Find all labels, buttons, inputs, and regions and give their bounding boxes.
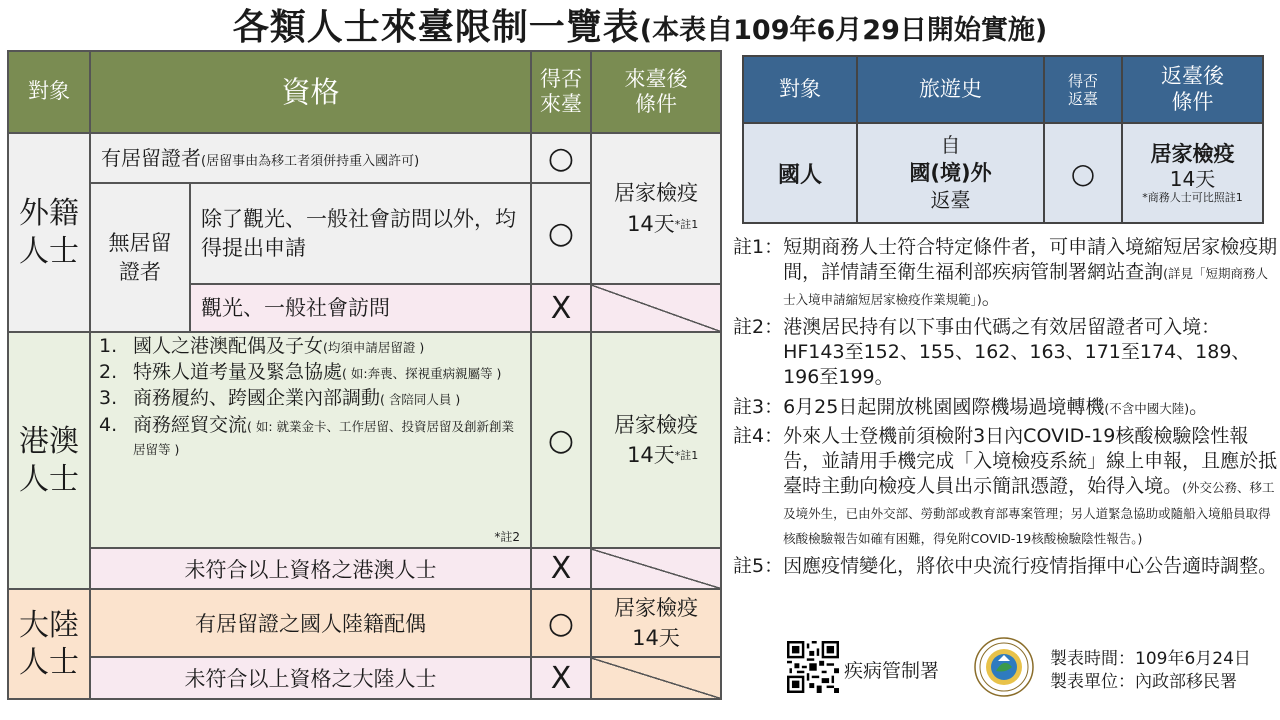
empty-slash-cell bbox=[591, 284, 721, 332]
note-2: 註2： 港澳居民持有以下事由代碼之有效居留證者可入境：HF143至152、155、162、163、171至174、189、196至199。 bbox=[733, 315, 1251, 389]
note-ref-2: *註2 bbox=[494, 530, 520, 544]
foreign-resident-cell: 有居留證者(居留事由為移工者須併持重入國許可) bbox=[90, 133, 531, 183]
note-1: 註1： 短期商務人士符合特定條件者，可申請入境縮短居家檢疫期間，詳情請至衛生福利部疾病管制署網站查詢(詳見「短期商務人士入境申請縮短居家檢疫作業規範」)。 bbox=[733, 236, 1278, 309]
list-item: 4. 商務經貿交流( 如: 就業金卡、工作居留、投資居留及創新創業居留等 ) bbox=[99, 413, 515, 457]
empty-slash-cell bbox=[591, 548, 721, 589]
cdc-agency-label: 疾病管制署 bbox=[844, 660, 940, 682]
citizen-target: 國人 bbox=[743, 123, 857, 223]
allowed-mark: ○ bbox=[531, 133, 591, 183]
group-mainland: 大陸 人士 bbox=[8, 589, 90, 699]
list-item: 3. 商務履約、跨國企業內部調動( 含陪同人員 ) bbox=[99, 387, 461, 410]
note-5: 註5： 因應疫情變化，將依中央流行疫情指揮中心公告適時調整。 bbox=[733, 555, 1278, 578]
made-unit: 製表單位：內政部移民署 bbox=[1050, 671, 1237, 692]
citizen-return-table bbox=[742, 55, 1264, 224]
table-row bbox=[8, 548, 721, 589]
foreign-nonresident-except: 除了觀光、一般社會訪問以外，均得提出申請 bbox=[190, 183, 531, 284]
hk-other-cell: 未符合以上資格之港澳人士 bbox=[90, 548, 531, 589]
hk-condition: 居家檢疫 14天$^{*註1}$ bbox=[591, 332, 721, 548]
note-4: 註4： 外來人士登機前須檢附3日內COVID-19核酸檢驗陰性報告，並請用手機完成「入境檢疫系統」線上申報，且應於抵臺時主動向檢疫人員出示簡訊憑證，始得入境。(外交公務、移工及境外生，已由外交部、勞動部或教育部專案管理；另人道緊急協助或隨船入境船員取得核酸檢驗報告如確有困難，得免附COVID-19核酸檢驗陰性報告。) bbox=[733, 424, 1278, 546]
made-time: 製表時間：109年6月24日 bbox=[1050, 649, 1251, 669]
note-3: 註3： 6月25日起開放桃園國際機場過境轉機(不含中國大陸)。 bbox=[733, 395, 1209, 418]
mainland-other-cell: 未符合以上資格之大陸人士 bbox=[90, 657, 531, 699]
foreign-nonresident-label: 無居留 證者 bbox=[90, 183, 190, 332]
header-condition: 來臺後 條件 bbox=[591, 51, 721, 133]
production-info bbox=[1050, 648, 1251, 693]
header-travel-history: 旅遊史 bbox=[857, 56, 1044, 123]
header-qualification: 資格 bbox=[90, 51, 531, 133]
allowed-mark: ○ bbox=[1044, 123, 1122, 223]
table-row bbox=[8, 657, 721, 699]
title-main: 各類人士來臺限制一覽表 bbox=[232, 7, 640, 48]
foreign-tourism-cell: 觀光、一般社會訪問 bbox=[190, 284, 531, 332]
header-allowed: 得否 返臺 bbox=[1044, 56, 1122, 123]
denied-mark: X bbox=[531, 284, 591, 332]
table-row bbox=[8, 332, 721, 548]
header-target: 對象 bbox=[743, 56, 857, 123]
allowed-mark: ○ bbox=[531, 183, 591, 284]
header-condition: 返臺後 條件 bbox=[1122, 56, 1263, 123]
table-header-row bbox=[743, 56, 1263, 123]
header-target: 對象 bbox=[8, 51, 90, 133]
notes-section bbox=[733, 235, 1278, 583]
denied-mark: X bbox=[531, 548, 591, 589]
foreign-condition: 居家檢疫 14天$^{*註1}$ bbox=[591, 133, 721, 284]
table-row bbox=[8, 589, 721, 657]
group-foreign: 外籍 人士 bbox=[8, 133, 90, 332]
entry-restriction-table bbox=[7, 50, 722, 700]
group-hk-macau: 港澳 人士 bbox=[8, 332, 90, 589]
table-row bbox=[743, 123, 1263, 223]
mainland-condition: 居家檢疫 14天 bbox=[591, 589, 721, 657]
immigration-agency-seal-icon bbox=[974, 637, 1034, 697]
list-item: 1. 國人之港澳配偶及子女(均須申請居留證 ) bbox=[99, 335, 425, 357]
header-allowed: 得否 來臺 bbox=[531, 51, 591, 133]
allowed-mark: ○ bbox=[531, 332, 591, 548]
denied-mark: X bbox=[531, 657, 591, 699]
citizen-travel-history: 自 國(境)外 返臺 bbox=[857, 123, 1044, 223]
mainland-spouse-cell: 有居留證之國人陸籍配偶 bbox=[90, 589, 531, 657]
hk-qualification-list-cell bbox=[90, 332, 531, 548]
hk-qualification-list bbox=[91, 333, 530, 465]
list-item: 2. 特殊人道考量及緊急協處( 如:奔喪、探視重病親屬等 ) bbox=[99, 361, 502, 384]
citizen-condition: 居家檢疫 14天 *商務人士可比照註1 bbox=[1122, 123, 1263, 223]
table-header-row bbox=[8, 51, 721, 133]
allowed-mark: ○ bbox=[531, 589, 591, 657]
empty-slash-cell bbox=[591, 657, 721, 699]
table-row bbox=[8, 133, 721, 183]
qr-code-icon[interactable] bbox=[787, 641, 839, 693]
title-sub: (本表自109年6月29日開始實施) bbox=[639, 15, 1048, 46]
